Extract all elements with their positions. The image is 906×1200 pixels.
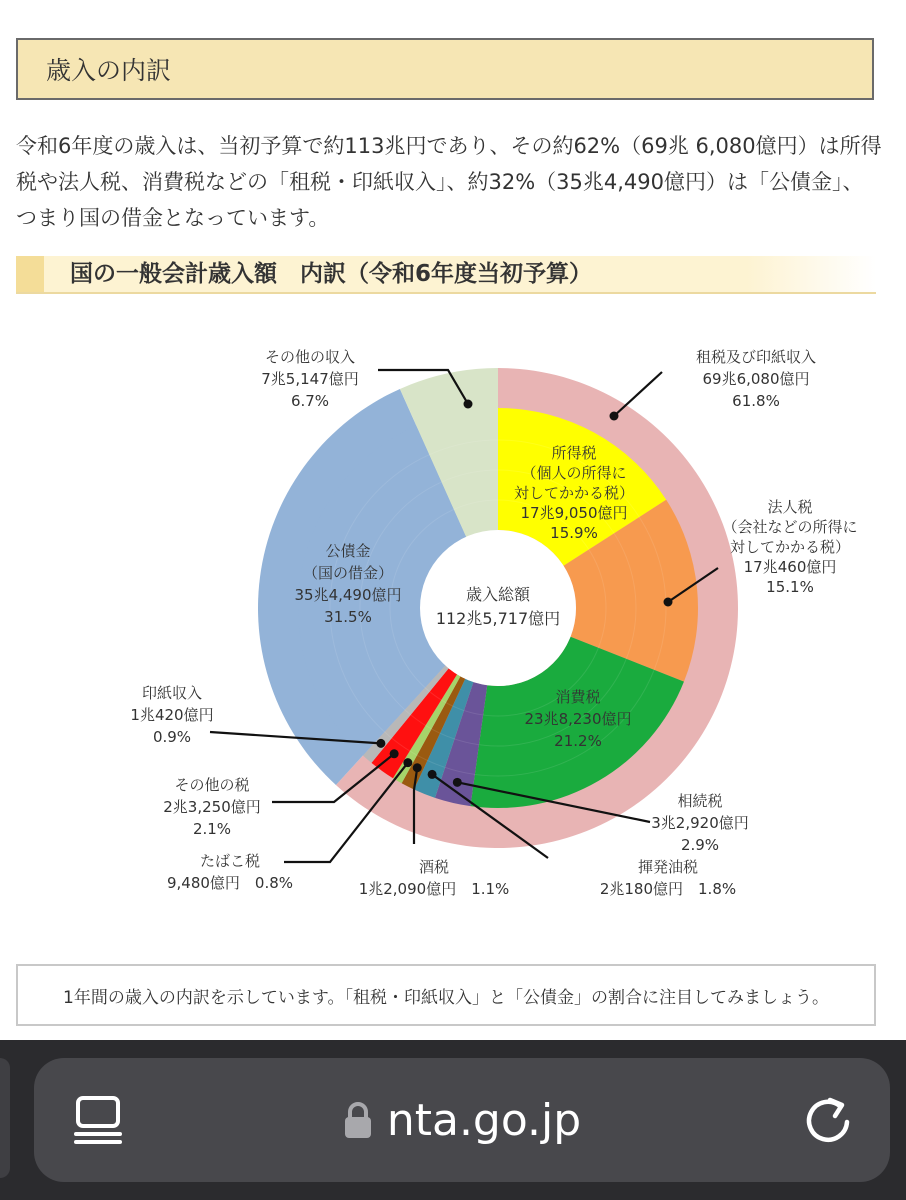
label-shotokuzei-line-1: （個人の所得に: [521, 464, 627, 482]
label-sozokuzei-line-0: 相続税: [677, 792, 723, 810]
label-kosaikin-line-0: 公債金: [325, 542, 371, 560]
label-sonota-zei-line-0: その他の税: [174, 776, 250, 794]
label-sonota-shunyu-line-1: 7兆5,147億円: [261, 370, 359, 388]
leader-kihatsuyuzei-dot: [428, 770, 437, 779]
label-sonota-shunyu-line-0: その他の収入: [264, 348, 356, 366]
reload-icon[interactable]: [800, 1092, 856, 1148]
label-hojinzei-line-0: 法人税: [767, 498, 813, 516]
label-sonota-zei-line-2: 2.1%: [192, 820, 232, 838]
label-tabakozei-line-1: 9,480億円 0.8%: [166, 874, 294, 892]
label-hojinzei: [722, 498, 857, 596]
label-sonota-zei-line-1: 2兆3,250億円: [163, 798, 261, 816]
label-hojinzei-line-4: 15.1%: [766, 578, 814, 596]
label-sozei-line-0: 租税及び印紙収入: [695, 348, 817, 366]
leader-sozei-dot: [610, 412, 619, 421]
label-sonota-zei: [163, 776, 261, 838]
leader-hojinzei-dot: [664, 598, 673, 607]
label-sozokuzei-line-2: 2.9%: [680, 836, 720, 854]
label-shotokuzei-line-3: 17兆9,050億円: [520, 504, 628, 522]
label-hojinzei-line-1: （会社などの所得に: [722, 518, 858, 536]
label-hojinzei-line-2: 対してかかる税）: [729, 538, 851, 556]
label-sonota-shunyu-line-2: 6.7%: [290, 392, 330, 410]
lock-icon: [343, 1100, 373, 1140]
section-title: 歳入の内訳: [46, 56, 172, 85]
label-kihatsuyuzei-line-1: 2兆180億円 1.8%: [599, 880, 737, 898]
center-label-line-1: 112兆5,717億円: [435, 609, 561, 628]
leader-sonota-zei-dot: [390, 749, 399, 758]
label-kosaikin-line-3: 31.5%: [324, 608, 372, 626]
leader-tabakozei-dot: [403, 758, 412, 767]
chart-header-accent: [16, 256, 44, 292]
donut-hole: [420, 530, 576, 686]
section-header: [16, 38, 874, 100]
label-sozei-line-1: 69兆6,080億円: [702, 370, 810, 388]
leader-sozokuzei-dot: [453, 778, 462, 787]
label-shotokuzei-line-4: 15.9%: [550, 524, 598, 542]
label-kosaikin-line-2: 35兆4,490億円: [294, 586, 402, 604]
label-shohizei-line-2: 21.2%: [554, 732, 602, 750]
leader-shuzei-dot: [413, 763, 422, 772]
label-sonota-shunyu: [261, 348, 359, 410]
center-label-line-0: 歳入総額: [465, 585, 531, 604]
leader-inshi-shunyu-dot: [376, 739, 385, 748]
label-hojinzei-line-3: 17兆460億円: [743, 558, 837, 576]
label-inshi-shunyu: [130, 684, 213, 746]
leader-sozei: [614, 372, 662, 416]
label-shuzei: [359, 858, 510, 898]
label-shohizei-line-0: 消費税: [555, 688, 601, 706]
previous-tab-edge[interactable]: [0, 1058, 10, 1178]
label-sozokuzei: [651, 792, 749, 854]
url-text[interactable]: nta.go.jp: [386, 1094, 582, 1146]
chart-header: [16, 256, 876, 294]
label-shotokuzei-line-2: 対してかかる税）: [513, 484, 635, 502]
label-kihatsuyuzei: [600, 858, 736, 898]
label-sozei-line-2: 61.8%: [732, 392, 780, 410]
label-sozei: [696, 348, 816, 410]
chart-header-title: 国の一般会計歳入額 内訳（令和6年度当初予算）: [70, 261, 593, 287]
intro-paragraph: 令和6年度の歳入は、当初予算で約113兆円であり、その約62%（69兆 6,080億円）は所得税や法人税、消費税などの「租税・印紙収入」、約32%（35兆4,490億円）は「公債金」、つまり国の借金となっています。: [16, 134, 882, 230]
browser-address-bar: [0, 1040, 906, 1200]
label-kihatsuyuzei-line-0: 揮発油税: [637, 858, 699, 876]
note-box: [16, 964, 876, 1026]
label-tabakozei-line-0: たばこ税: [199, 852, 261, 870]
label-tabakozei: [167, 852, 293, 892]
url-field[interactable]: [34, 1058, 890, 1182]
leader-sonota-shunyu-dot: [464, 400, 473, 409]
label-shuzei-line-1: 1兆2,090億円 1.1%: [358, 880, 510, 898]
label-kosaikin-line-1: （国の借金）: [302, 564, 394, 582]
label-inshi-shunyu-line-0: 印紙収入: [141, 684, 203, 702]
label-inshi-shunyu-line-1: 1兆420億円: [130, 706, 214, 724]
label-shohizei-line-1: 23兆8,230億円: [524, 710, 632, 728]
label-shuzei-line-0: 酒税: [418, 858, 450, 876]
reader-mode-icon[interactable]: [72, 1094, 124, 1146]
label-inshi-shunyu-line-2: 0.9%: [152, 728, 192, 746]
label-sozokuzei-line-1: 3兆2,920億円: [651, 814, 749, 832]
note-text: 1年間の歳入の内訳を示しています。「租税・印紙収入」と「公債金」の割合に注目してみましょう。: [63, 987, 829, 1008]
label-shotokuzei-line-0: 所得税: [551, 444, 597, 462]
revenue-donut-chart: [0, 300, 906, 940]
